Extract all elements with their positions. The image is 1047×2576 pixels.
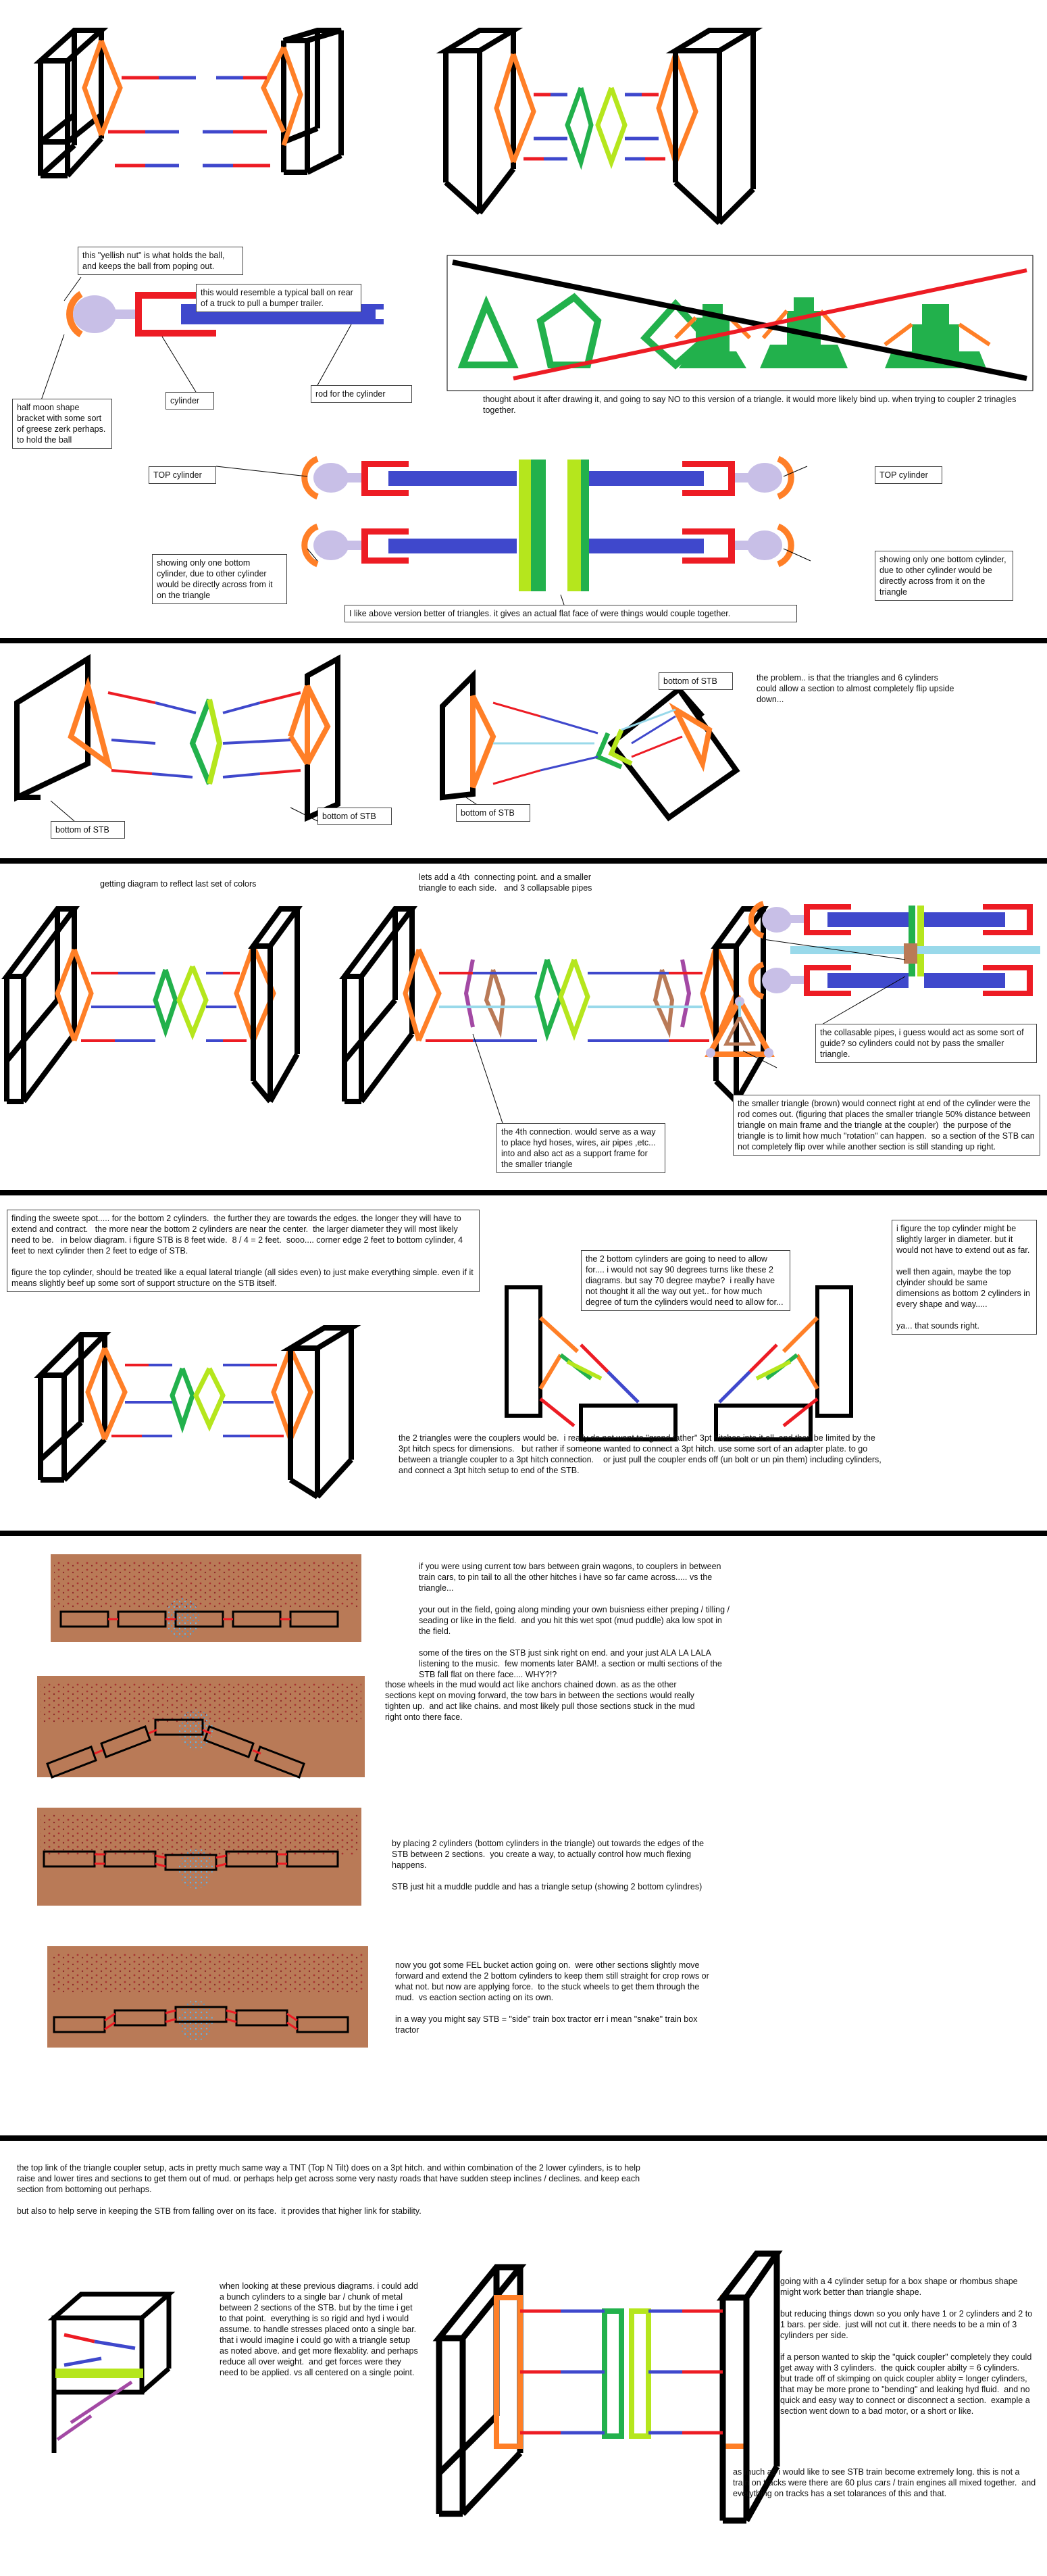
mud-panel-3: [37, 1808, 361, 1906]
four-point-diagram-left: [7, 909, 297, 1101]
crossed-out-triangles: [447, 255, 1033, 391]
degrees-note: the 2 bottom cylinders are going to need to allow for.... i would not say 90 degrees turns like these 2 diagrams. but say 70 degree maybe? i really have not thought it all the way out yet.. for how much degree of turn the cylinders would need to allow for...: [581, 1250, 790, 1311]
box-coupler-diagram: [439, 2254, 777, 2521]
fel-bucket-note: now you got some FEL bucket action going on. were other sections slightly move forward and extend the 2 bottom cylinders to keep them still straight for crop rows or what not. but now are applying force. to the stuck wheels to get them through the mud. vs eaction section acting on its own. in a way you might say STB = "side" train box tractor err i mean "snake" train box tractor: [395, 1960, 709, 2035]
four-point-diagram-right: [344, 909, 763, 1101]
frames-diagram-2: [446, 30, 753, 223]
sweet-spot-diagram: [41, 1328, 351, 1497]
single-point-note: when looking at these previous diagrams. i could add a bunch cylinders to a single bar / chunk of metal between 2 sections of the STB. but by the time i get to that point. everything is so rigid and hyd i would assume. to handle stresses placed onto a single bar. that i would imagine i could go with a triangle setup as noted above. and get more flexablity. and perhaps reduce all over weight. and get forces were they need to be applied. vs all centered on a single point.: [220, 2281, 422, 2377]
mud-panel-1: [51, 1554, 361, 1642]
train-long-note: as much as i would like to see STB train become extremely long. this is not a train on tracks were there are 60 plus cars / train engines all mixed together. and everything on tracks has a set tolarances of this and that.: [733, 2467, 1038, 2498]
anchors-note: those wheels in the mud would act like anchors chained down. as as the other sections kept on moving forward, the tow bars in between the sections would really tighten up. and act like chains. and most likely pull those sections stuck in the mud right onto there face.: [385, 1680, 698, 1722]
smaller-triangle-note: the smaller triangle (brown) would connect right at end of the cylinder were the rod comes out. (figuring that places the smaller triangle 50% distance between triangle on main frame and the triangle at the coupler) the purpose of the triangle is to limit how much "rotation" can happen. so a section of the STB can not completely flip over while another section is still standing up right.: [733, 1095, 1040, 1156]
callout-lines-2: [51, 683, 703, 821]
four-cylinder-note: going with a 4 cylinder setup for a box shape or rhombus shape might work better than triangle shape. but reducing things down so you only have 1 or 2 cylinders and 2 to 1 bars. per side. just will not cut it. there needs to be a min of 3 cylinders per side. if a person wanted to skip the "quick coupler" completely they could get away with 3 cylinders. the quick coupler abilty = 6 cylinders. but trade off of skimping on quick coupler ablity = longer cylinders, that may be more prone to "bending" and leaking hyd fluid. and no quick and easy way to connect or disconnect a section. example a section went down to a bad motor, or a short or like.: [780, 2277, 1033, 2416]
collapsable-pipes-note: the collasable pipes, i guess would act as some sort of guide? so cylinders could not by pass the smaller triangle.: [815, 1024, 1037, 1063]
mud-panel-4: [47, 1946, 368, 2048]
bottom-stb-label-1: bottom of STB: [51, 821, 125, 839]
flip-problem-note: the problem.. is that the triangles and 6 cylinders could allow a section to almost completely flip upside down...: [757, 673, 956, 704]
rod-label: rod for the cylinder: [311, 385, 412, 403]
section-divider: [0, 638, 1047, 643]
bottom-stb-label-2: bottom of STB: [317, 808, 392, 825]
flip-diagram-twisted: [442, 676, 736, 818]
top-cylinder-right-label: TOP cylinder: [875, 466, 942, 484]
getting-diagram-note: getting diagram to reflect last set of colors: [100, 879, 257, 889]
tow-bars-note: if you were using current tow bars between grain wagons, to couplers in between train cars, to pin tail to all the other hitches i have so far came across..... vs the triangle... your out in the field, going along minding your own buisniess either preping / tilling / seading or like in the field. and you hit this wet spot (mud puddle) aka low spot in the field. some of the tires on the STB just sink right on end. and your just ALA LA LALA listening to the music. few moments later BAM!. a section or multi sections of the STB fall flat on there face.... WHY?!?: [419, 1562, 730, 1679]
section-divider: [0, 858, 1047, 864]
half-moon-note: half moon shape bracket with some sort of greese zerk perhaps. to hold the ball: [12, 399, 112, 449]
flip-diagram-flat: [17, 659, 338, 818]
section-divider: [0, 2135, 1047, 2141]
single-bar-diagram: [54, 2294, 169, 2453]
section-divider: [0, 1531, 1047, 1536]
two-cylinders-note: by placing 2 cylinders (bottom cylinders in the triangle) out towards the edges of the STB between 2 sections. you create a way, to actually control how much flexing happens. STB just hit a muddle puddle and has a triangle setup (showing 2 bottom cylindres): [392, 1839, 705, 1891]
yellish-nut-note: this "yellish nut" is what holds the ball, and keeps the ball from poping out.: [78, 247, 243, 275]
frames-diagram-1: [41, 30, 341, 176]
sweet-spot-note: finding the sweete spot..... for the bottom 2 cylinders. the further they are towards the edges. the longer they will have to extend and contract. the more near the bottom 2 cylinders are near the center. the larger diameter they will most likely need to be. in below diagram. i figure STB is 8 feet wide. 8 / 4 = 2 feet. sooo.... corner edge 2 feet to bottom cylinder, 4 feet to next cylinder then 2 feet to edge of STB. figure the top cylinder, should be treated like a equal lateral triangle (all sides even) to just make everything simple. even if it means slightly beef up some sort of support structure on the STB itself.: [7, 1210, 480, 1292]
top-link-note: the top link of the triangle coupler setup, acts in pretty much same way a TNT (Top N Tilt) does on a 3pt hitch. and within combination of the 2 lower cylinders, is to help raise and lower tires and sections to get them out of mud. or perhaps help get across some very nasty roads that have sudden steep inclines / declines. and keep each section from bottoming out perhaps. but also to help serve in keeping the STB from falling over on its face. it provides that higher link for stability.: [17, 2163, 640, 2216]
mud-panel-2: [37, 1676, 365, 1777]
thought-no-note: thought about it after drawing it, and going to say NO to this version of a triangle. it would more likely bind up. when trying to coupler 2 trinagles together.: [483, 395, 1019, 415]
section-divider: [0, 1190, 1047, 1195]
bottom-cylinder-left-note: showing only one bottom cylinder, due to other cylinder would be directly across from it on the triangle: [152, 554, 287, 604]
bottom-stb-label-4: bottom of STB: [659, 672, 733, 690]
top-cylinder-left-label: TOP cylinder: [149, 466, 216, 484]
typical-ball-note: this would resemble a typical ball on rear of a truck to pull a bumper trailer.: [196, 284, 361, 312]
like-above-note: I like above version better of triangles. it gives an actual flat face of were things would couple together.: [344, 605, 797, 622]
cylinder-label: cylinder: [165, 392, 214, 410]
couplers-note: the 2 triangles were the couplers would be. i really do not want to "grand father" 3pt hitches into it all. and then be limited by the 3pt hitch specs for dimensions. but rather if someone wanted to connect a 3pt hitch. use some sort of an adapter plate. to go between a triangle coupler to a 3pt hitch connection. or just pull the coupler ends off (un bolt or un pin them) including cylinders, and connect a 3pt hitch setup to end of the STB.: [399, 1433, 884, 1475]
top-cylinder-size-note: i figure the top cylinder might be slightly larger in diameter. but it would not have to extend out as far. well then again, maybe the top clyinder should be same dimensions as bottom 2 cylinders in every shape and way..... ya... that sounds right.: [892, 1220, 1037, 1335]
four-point-cylinder-detail: [751, 903, 1040, 997]
coupler-cylinders-detail: [305, 459, 791, 591]
fourth-connection-note: the 4th connection. would serve as a way to place hyd hoses, wires, air pipes ,etc... into and also act as a support frame for the smaller triangle: [496, 1123, 665, 1173]
lets-add-note: lets add a 4th connecting point. and a smaller triangle to each side. and 3 collapsable pipes: [419, 872, 594, 893]
bottom-cylinder-right-note: showing only one bottom cylinder, due to other cylinder would be directly across from it on the triangle: [875, 551, 1013, 601]
bottom-stb-label-3: bottom of STB: [456, 804, 530, 822]
